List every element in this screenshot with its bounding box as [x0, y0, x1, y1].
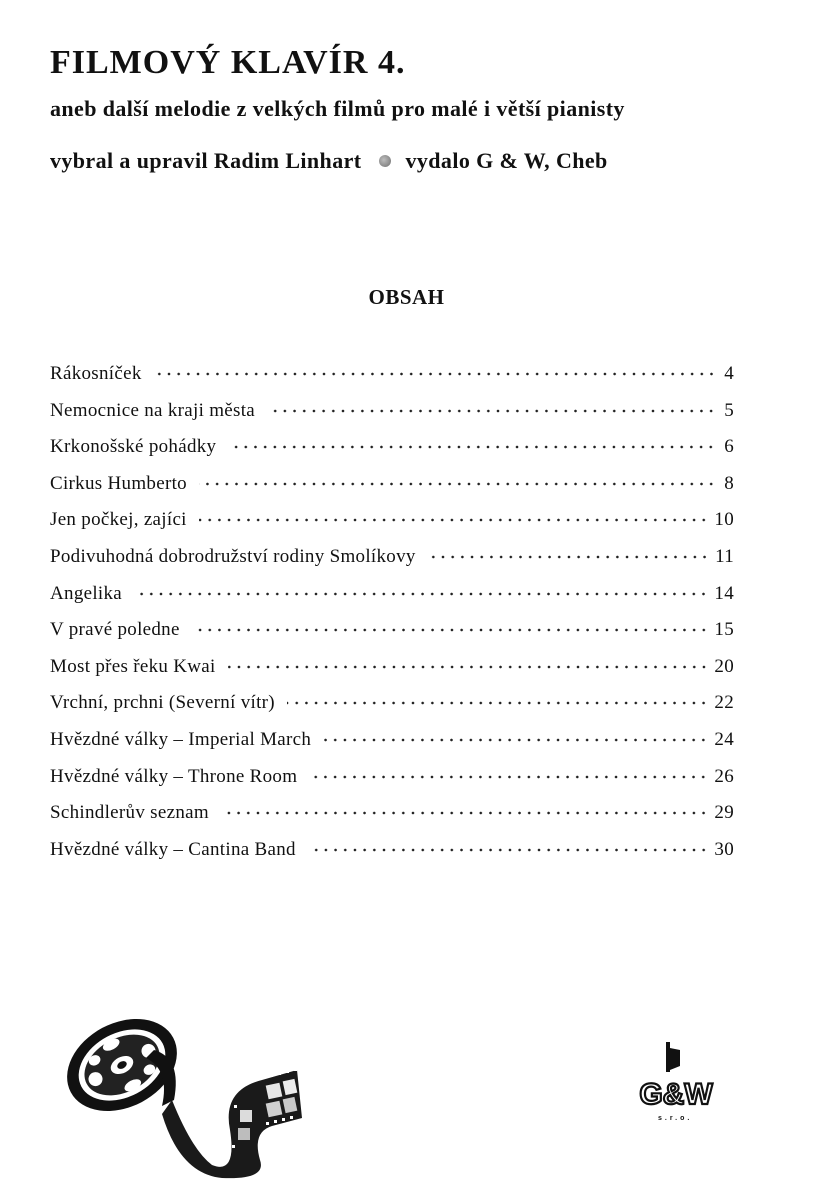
- toc-page: 24: [714, 728, 734, 750]
- contents-heading: OBSAH: [368, 285, 445, 309]
- toc-entry: [50, 729, 734, 766]
- dot-leader: [323, 738, 708, 742]
- toc-page: 5: [724, 399, 734, 421]
- toc-entry: [50, 400, 734, 437]
- toc-page: 8: [724, 472, 734, 494]
- toc-entry: [50, 509, 734, 546]
- toc-page: 10: [714, 509, 734, 531]
- toc-title: Cirkus Humberto: [50, 472, 187, 494]
- logo-subtext: s.r.o.: [658, 1115, 693, 1122]
- toc-title: Hvězdné války – Throne Room: [50, 765, 298, 787]
- dot-leader: [228, 445, 716, 449]
- table-of-contents: [50, 363, 734, 875]
- toc-title: Rákosníček: [50, 363, 142, 384]
- toc-title: Vrchní, prchni (Severní vítr): [50, 692, 275, 714]
- toc-title: Hvězdné války – Cantina Band: [50, 838, 296, 860]
- book-subtitle: aneb další melodie z velkých filmů pro malé i větší pianisty: [50, 96, 625, 121]
- editor-credit: vybral a upravil Radim Linhart: [50, 148, 362, 173]
- toc-page: 20: [714, 655, 734, 677]
- film-reel-icon: [62, 1010, 312, 1180]
- publisher-logo: [636, 1040, 716, 1115]
- toc-entry: [50, 619, 734, 656]
- toc-title: Angelika: [50, 582, 123, 604]
- dot-leader: [199, 518, 709, 522]
- toc-entry: [50, 802, 734, 839]
- toc-entry: [50, 473, 734, 510]
- toc-entry: [50, 766, 734, 803]
- toc-title: Krkonošské pohádky: [50, 436, 217, 458]
- dot-leader: [267, 409, 716, 413]
- toc-title: Jen počkej, zajíci: [50, 509, 187, 531]
- toc-page: 14: [714, 582, 734, 604]
- toc-title: Nemocnice na kraji města: [50, 399, 256, 421]
- toc-title: Most přes řeku Kwai: [50, 655, 216, 677]
- logo-text: G&W: [639, 1078, 713, 1111]
- toc-page: 30: [714, 838, 734, 860]
- dot-leader: [134, 592, 708, 596]
- toc-entry: [50, 692, 734, 729]
- dot-leader: [287, 701, 708, 705]
- dot-leader: [309, 775, 708, 779]
- toc-entry: [50, 656, 734, 693]
- toc-page: 4: [724, 363, 734, 384]
- credits-line: [50, 148, 608, 174]
- dot-leader: [199, 482, 716, 486]
- toc-page: 6: [724, 436, 734, 458]
- toc-page: 15: [714, 619, 734, 641]
- dot-leader: [428, 555, 709, 559]
- toc-entry: [50, 546, 734, 583]
- toc-page: 26: [714, 765, 734, 787]
- toc-page: 11: [715, 545, 734, 567]
- toc-title: Podivuhodná dobrodružství rodiny Smolíkovy: [50, 545, 416, 567]
- toc-entry: [50, 436, 734, 473]
- dot-leader: [228, 665, 709, 669]
- dot-leader: [154, 372, 716, 376]
- publisher-credit: vydalo G & W, Cheb: [405, 148, 608, 173]
- toc-title: Schindlerův seznam: [50, 802, 209, 824]
- toc-title: V pravé poledne: [50, 619, 180, 641]
- toc-entry: [50, 363, 734, 400]
- book-title: FILMOVÝ KLAVÍR 4.: [50, 44, 406, 81]
- toc-entry: [50, 839, 734, 876]
- toc-entry: [50, 583, 734, 620]
- dot-leader: [221, 811, 708, 815]
- toc-page: 29: [714, 802, 734, 824]
- dot-leader: [192, 628, 709, 632]
- gray-dot-icon: [379, 155, 391, 167]
- toc-page: 22: [714, 692, 734, 714]
- dot-leader: [308, 848, 709, 852]
- toc-title: Hvězdné války – Imperial March: [50, 728, 312, 750]
